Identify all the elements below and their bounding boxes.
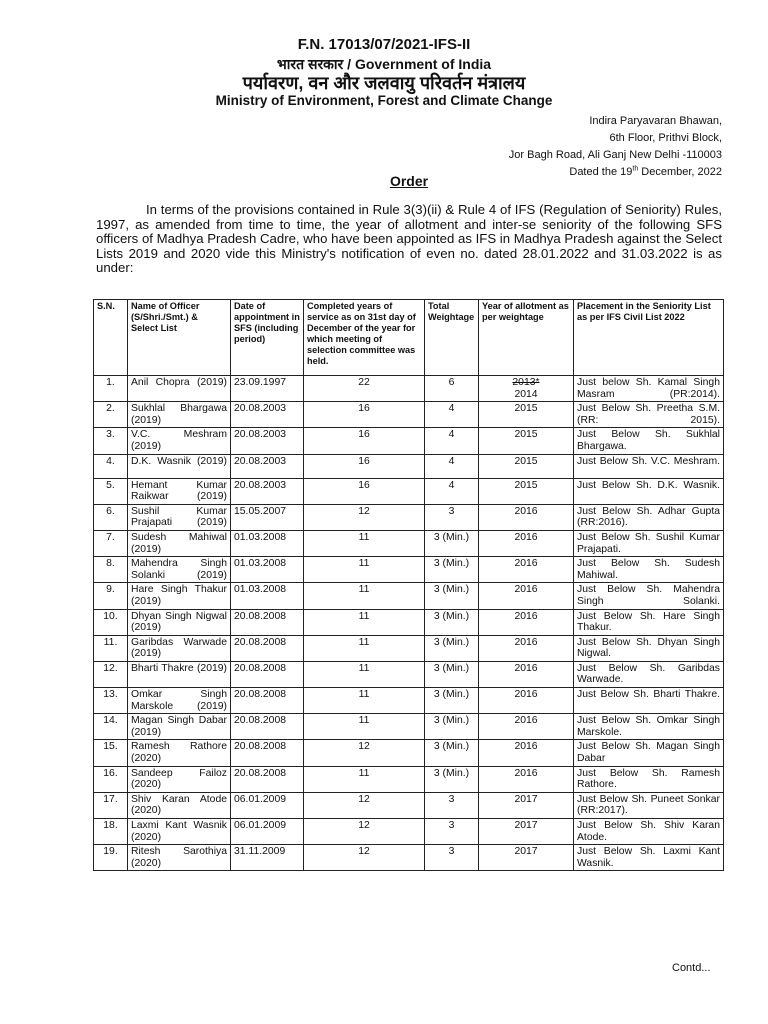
cell-exp: 12 (304, 845, 425, 871)
header-name: Name of Officer (S/Shri./Smt.) & Select List (128, 300, 231, 376)
cell-placement: Just Below Sh. V.C. Meshram. (574, 454, 724, 478)
cell-name: Sudesh Mahiwal (2019) (128, 530, 231, 556)
cell-weightage: 3 (Min.) (425, 766, 479, 792)
cell-placement: Just Below Sh. Garibdas Warwade. (574, 661, 724, 687)
cell-name: Garibdas Warwade (2019) (128, 635, 231, 661)
header-doa: Date of appointment in SFS (including period) (231, 300, 304, 376)
cell-sn: 6. (94, 504, 128, 530)
cell-weightage: 3 (Min.) (425, 530, 479, 556)
cell-weightage: 3 (Min.) (425, 557, 479, 583)
cell-placement: Just Below Sh. Bharti Thakre. (574, 688, 724, 714)
cell-exp: 11 (304, 714, 425, 740)
table-row (94, 428, 724, 454)
cell-sn: 17. (94, 792, 128, 818)
cell-weightage: 4 (425, 454, 479, 478)
cell-weightage: 3 (425, 792, 479, 818)
address-line-2: 6th Floor, Prithvi Block, (609, 132, 722, 144)
cell-placement: Just Below Sh. Puneet Sonkar (RR:2017). (574, 792, 724, 818)
cell-sn: 5. (94, 478, 128, 504)
table-row (94, 454, 724, 478)
cell-year: 2016 (479, 635, 574, 661)
cell-sn: 3. (94, 428, 128, 454)
cell-placement: Just Below Sh. Sushil Kumar Prajapati. (574, 530, 724, 556)
table-row (94, 845, 724, 871)
cell-doa: 20.08.2003 (231, 454, 304, 478)
table-row (94, 688, 724, 714)
cell-exp: 16 (304, 454, 425, 478)
header-placement: Placement in the Seniority List as per IFS Civil List 2022 (574, 300, 724, 376)
table-row (94, 557, 724, 583)
date-sup: th (632, 165, 639, 173)
file-number: F.N. 17013/07/2021-IFS-II (297, 36, 471, 53)
cell-name: Mahendra Singh Solanki (2019) (128, 557, 231, 583)
cell-sn: 14. (94, 714, 128, 740)
cell-year: 2015 (479, 454, 574, 478)
cell-weightage: 3 (Min.) (425, 714, 479, 740)
cell-exp: 11 (304, 583, 425, 609)
address-line-3: Jor Bagh Road, Ali Ganj New Delhi -110003 (508, 149, 722, 161)
cell-name: Sukhlal Bhargawa (2019) (128, 402, 231, 428)
cell-sn: 9. (94, 583, 128, 609)
cell-exp: 11 (304, 766, 425, 792)
date-prefix: Dated the 19 (569, 166, 633, 178)
cell-weightage: 3 (425, 845, 479, 871)
cell-doa: 20.08.2003 (231, 428, 304, 454)
cell-year: 2016 (479, 661, 574, 687)
cell-sn: 10. (94, 609, 128, 635)
cell-weightage: 3 (Min.) (425, 635, 479, 661)
ministry-english: Ministry of Environment, Forest and Climate Change (215, 93, 553, 108)
cell-sn: 4. (94, 454, 128, 478)
cell-placement: Just Below Sh. Dhyan Singh Nigwal. (574, 635, 724, 661)
cell-doa: 20.08.2008 (231, 661, 304, 687)
cell-sn: 16. (94, 766, 128, 792)
cell-exp: 12 (304, 504, 425, 530)
cell-weightage: 4 (425, 428, 479, 454)
cell-name: V.C. Meshram (2019) (128, 428, 231, 454)
cell-placement: Just Below Sh. Hare Singh Thakur. (574, 609, 724, 635)
cell-doa: 20.08.2003 (231, 402, 304, 428)
cell-doa: 01.03.2008 (231, 583, 304, 609)
table-header-row (94, 300, 724, 376)
table-row (94, 609, 724, 635)
cell-sn: 8. (94, 557, 128, 583)
cell-weightage: 3 (Min.) (425, 609, 479, 635)
header-weightage: Total Weightage (425, 300, 479, 376)
table-row (94, 530, 724, 556)
cell-placement: Just Below Sh. Adhar Gupta (RR:2016). (574, 504, 724, 530)
cell-name: Ramesh Rathore (2020) (128, 740, 231, 766)
cell-doa: 20.08.2008 (231, 740, 304, 766)
header-year: Year of allotment as per weightage (479, 300, 574, 376)
cell-exp: 11 (304, 688, 425, 714)
cell-placement: Just Below Sh. Mahendra Singh Solanki. (574, 583, 724, 609)
cell-placement: Just Below Sh. Omkar Singh Marskole. (574, 714, 724, 740)
cell-name: Ritesh Sarothiya (2020) (128, 845, 231, 871)
struck-year: 2013* (512, 377, 540, 388)
cell-exp: 11 (304, 609, 425, 635)
cell-year: 2017 (479, 819, 574, 845)
cell-doa: 15.05.2007 (231, 504, 304, 530)
header-sn: S.N. (94, 300, 128, 376)
cell-exp: 12 (304, 740, 425, 766)
cell-name: Magan Singh Dabar (2019) (128, 714, 231, 740)
cell-weightage: 3 (425, 819, 479, 845)
table-row (94, 740, 724, 766)
cell-placement: Just Below Sh. D.K. Wasnik. (574, 478, 724, 504)
cell-sn: 13. (94, 688, 128, 714)
cell-year: 2016 (479, 740, 574, 766)
table-row (94, 583, 724, 609)
cell-weightage: 4 (425, 478, 479, 504)
cell-doa: 20.08.2008 (231, 635, 304, 661)
cell-name: Laxmi Kant Wasnik (2020) (128, 819, 231, 845)
table-row (94, 766, 724, 792)
cell-year: 2016 (479, 504, 574, 530)
cell-doa: 20.08.2008 (231, 766, 304, 792)
intro-text: In terms of the provisions contained in Rule 3(3)(ii) & Rule 4 of IFS (Regulation of Seniority) Rules, 1997, as amended from time to time, the year of allotment and inter-se seniority of the following SFS officers of Madhya Pradesh Cadre, who have been appointed as IFS in Madhya Pradesh against the Select Lists 2019 and 2020 vide this Ministry's notification of even no. dated 28.01.2022 and 31.03.2022 is as under: (96, 202, 722, 276)
cell-sn: 11. (94, 635, 128, 661)
cell-placement: Just Below Sh. Shiv Karan Atode. (574, 819, 724, 845)
cell-name: Dhyan Singh Nigwal (2019) (128, 609, 231, 635)
table-row (94, 714, 724, 740)
ministry-hindi: पर्यावरण, वन और जलवायु परिवर्तन मंत्रालय (242, 73, 526, 93)
cell-weightage: 4 (425, 402, 479, 428)
cell-doa: 06.01.2009 (231, 792, 304, 818)
seniority-table (93, 299, 724, 871)
government-line: भारत सरकार / Government of India (276, 56, 492, 72)
cell-weightage: 6 (425, 376, 479, 402)
cell-doa: 20.08.2003 (231, 478, 304, 504)
cell-weightage: 3 (Min.) (425, 740, 479, 766)
address-line-1: Indira Paryavaran Bhawan, (589, 115, 722, 127)
table-row (94, 402, 724, 428)
date-suffix: December, 2022 (638, 166, 722, 178)
cell-year: 2016 (479, 557, 574, 583)
address-block (509, 113, 722, 181)
cell-year: 2016 (479, 583, 574, 609)
cell-year: 2016 (479, 688, 574, 714)
cell-exp: 11 (304, 635, 425, 661)
cell-name: Hare Singh Thakur (2019) (128, 583, 231, 609)
cell-weightage: 3 (Min.) (425, 583, 479, 609)
cell-sn: 7. (94, 530, 128, 556)
revised-year: 2014 (514, 388, 538, 400)
cell-year: 2016 (479, 766, 574, 792)
cell-name: Bharti Thakre (2019) (128, 661, 231, 687)
cell-year (479, 376, 574, 402)
cell-year: 2015 (479, 478, 574, 504)
cell-exp: 11 (304, 530, 425, 556)
cell-name: Hemant Kumar Raikwar (2019) (128, 478, 231, 504)
cell-year: 2017 (479, 792, 574, 818)
cell-sn: 19. (94, 845, 128, 871)
cell-doa: 20.08.2008 (231, 609, 304, 635)
cell-doa: 01.03.2008 (231, 530, 304, 556)
cell-year: 2016 (479, 530, 574, 556)
cell-doa: 20.08.2008 (231, 688, 304, 714)
cell-exp: 12 (304, 819, 425, 845)
cell-exp: 11 (304, 661, 425, 687)
cell-placement: Just Below Sh. Magan Singh Dabar (574, 740, 724, 766)
order-title: Order (389, 173, 429, 189)
cell-doa: 01.03.2008 (231, 557, 304, 583)
cell-name: Omkar Singh Marskole (2019) (128, 688, 231, 714)
cell-placement: Just below Sh. Kamal Singh Masram (PR:2014). (574, 376, 724, 402)
cell-exp: 12 (304, 792, 425, 818)
contd-label: Contd... (672, 962, 711, 974)
cell-name: Sushil Kumar Prajapati (2019) (128, 504, 231, 530)
intro-paragraph (96, 203, 722, 276)
cell-placement: Just Below Sh. Preetha S.M. (RR: 2015). (574, 402, 724, 428)
cell-year: 2016 (479, 609, 574, 635)
table-row (94, 635, 724, 661)
table-row (94, 792, 724, 818)
header-exp: Completed years of service as on 31st day of December of the year for which meeting of selection committee was held. (304, 300, 425, 376)
table-row (94, 661, 724, 687)
cell-exp: 16 (304, 478, 425, 504)
cell-name: Shiv Karan Atode (2020) (128, 792, 231, 818)
cell-year: 2015 (479, 402, 574, 428)
cell-year: 2017 (479, 845, 574, 871)
cell-sn: 15. (94, 740, 128, 766)
cell-doa: 31.11.2009 (231, 845, 304, 871)
cell-name: Sandeep Failoz (2020) (128, 766, 231, 792)
cell-sn: 18. (94, 819, 128, 845)
table-row (94, 478, 724, 504)
cell-name: Anil Chopra (2019) (128, 376, 231, 402)
cell-sn: 1. (94, 376, 128, 402)
cell-placement: Just Below Sh. Sukhlal Bhargawa. (574, 428, 724, 454)
cell-weightage: 3 (Min.) (425, 688, 479, 714)
table-row (94, 504, 724, 530)
cell-exp: 16 (304, 428, 425, 454)
cell-placement: Just Below Sh. Sudesh Mahiwal. (574, 557, 724, 583)
cell-exp: 16 (304, 402, 425, 428)
cell-sn: 12. (94, 661, 128, 687)
cell-doa: 23.09.1997 (231, 376, 304, 402)
table-row (94, 819, 724, 845)
table-row (94, 376, 724, 402)
cell-placement: Just Below Sh. Ramesh Rathore. (574, 766, 724, 792)
cell-sn: 2. (94, 402, 128, 428)
cell-placement: Just Below Sh. Laxmi Kant Wasnik. (574, 845, 724, 871)
cell-name: D.K. Wasnik (2019) (128, 454, 231, 478)
cell-exp: 11 (304, 557, 425, 583)
cell-year: 2016 (479, 714, 574, 740)
cell-doa: 20.08.2008 (231, 714, 304, 740)
cell-weightage: 3 (425, 504, 479, 530)
cell-doa: 06.01.2009 (231, 819, 304, 845)
cell-weightage: 3 (Min.) (425, 661, 479, 687)
cell-year: 2015 (479, 428, 574, 454)
cell-exp: 22 (304, 376, 425, 402)
